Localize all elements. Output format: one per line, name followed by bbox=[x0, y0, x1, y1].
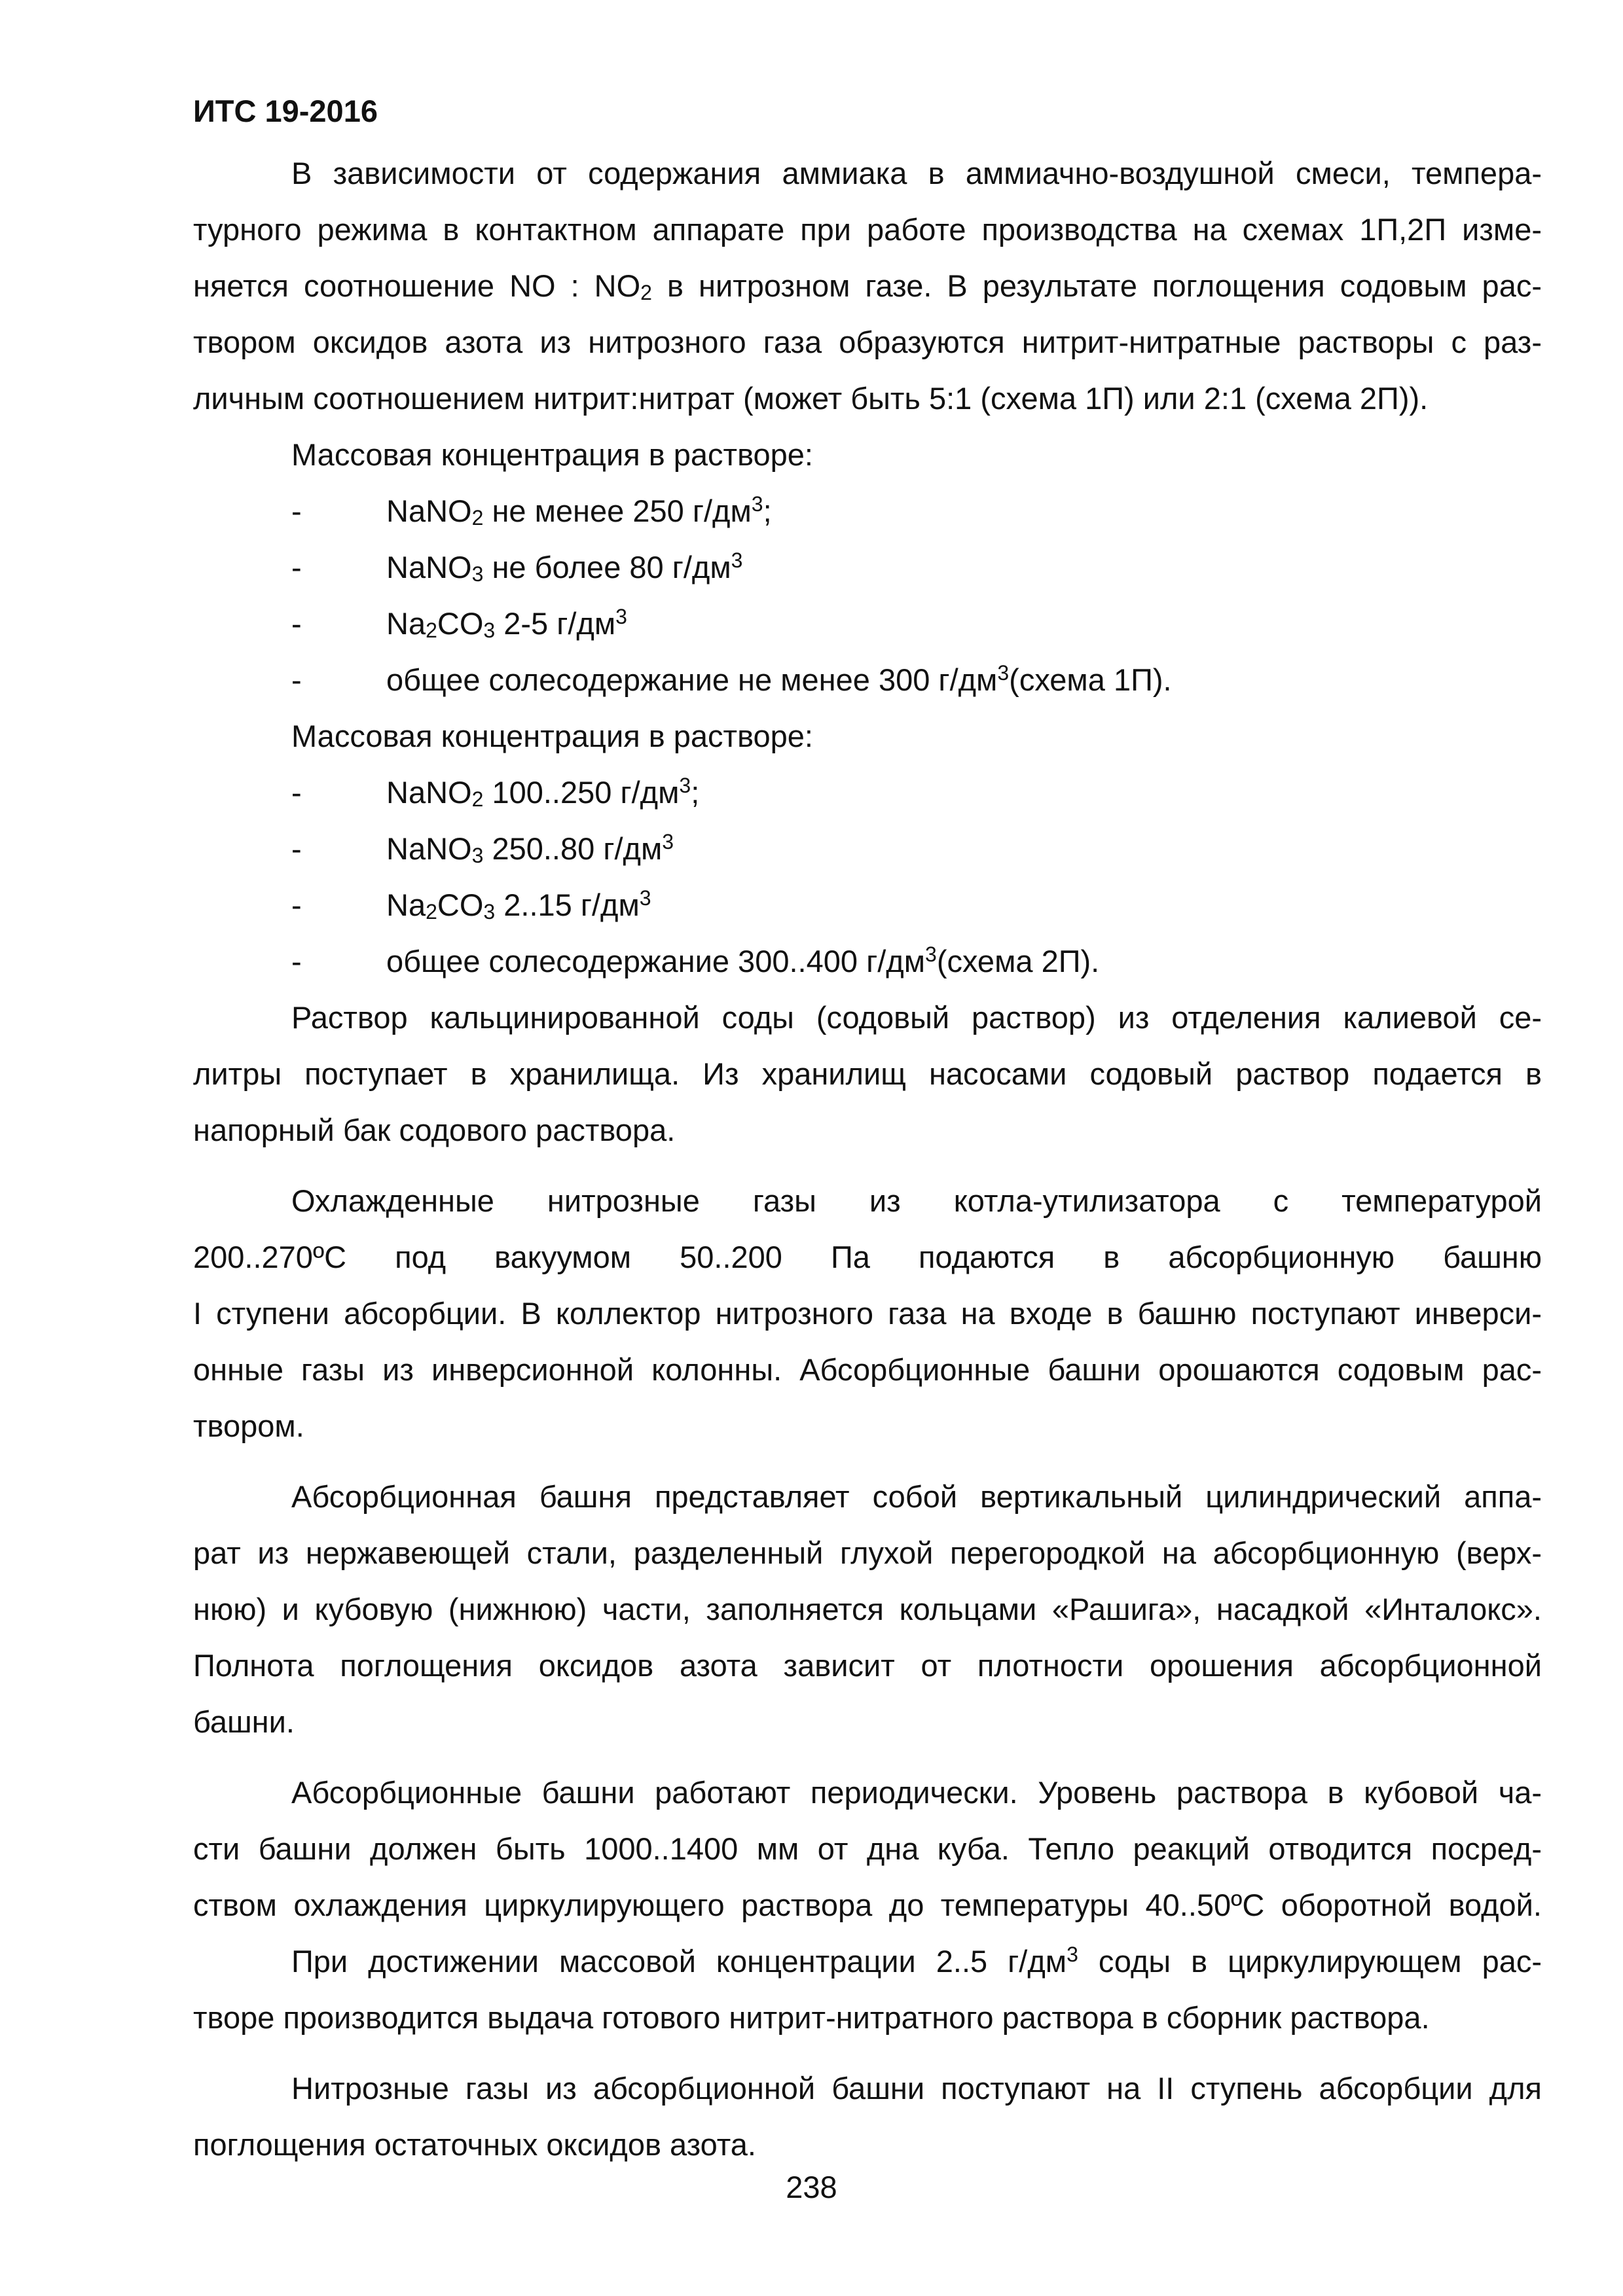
subscript: 3 bbox=[471, 844, 484, 867]
list-dash: - bbox=[291, 775, 302, 810]
superscript: 3 bbox=[997, 661, 1010, 685]
list-item-text bbox=[386, 596, 627, 652]
scheme1-lead: Массовая концентрация в растворе: bbox=[291, 437, 813, 472]
text-fragment: (схема 2П). bbox=[936, 944, 1100, 978]
list-item-text bbox=[386, 483, 772, 539]
text-line: Раствор кальцинированной соды (содовый раствор) из отделения калиевой се- bbox=[291, 1000, 1542, 1035]
list-item bbox=[193, 933, 1542, 990]
text-fragment: общее солесодержание не менее 300 г/дм bbox=[386, 662, 998, 697]
text-line: 200..270ºС под вакуумом 50..200 Па подаются в абсорбционную башню bbox=[193, 1240, 1542, 1274]
text-line: В зависимости от содержания аммиака в аммиачно-воздушной смеси, темпера- bbox=[291, 156, 1542, 190]
list-item-text bbox=[386, 933, 1099, 990]
subscript: 3 bbox=[483, 619, 496, 642]
text-fragment: (схема 1П). bbox=[1009, 662, 1172, 697]
list-item bbox=[193, 483, 1542, 539]
text-fragment: общее солесодержание 300..400 г/дм bbox=[386, 944, 926, 978]
list-item bbox=[193, 877, 1542, 933]
text-line: напорный бак содового раствора. bbox=[193, 1113, 676, 1147]
superscript: 3 bbox=[751, 492, 763, 516]
superscript: 3 bbox=[679, 774, 691, 797]
superscript: 3 bbox=[731, 548, 743, 572]
subscript: 2 bbox=[471, 787, 484, 811]
list-item bbox=[193, 652, 1542, 708]
subscript: 2 bbox=[426, 900, 437, 924]
text-line: ством охлаждения циркулирующего раствора до температуры 40..50ºС оборотной водой. bbox=[193, 1888, 1542, 1922]
subscript: 3 bbox=[483, 900, 496, 924]
text-fragment: CO bbox=[437, 606, 484, 641]
text-line: литры поступает в хранилища. Из хранилищ насосами содовый раствор подается в bbox=[193, 1056, 1542, 1091]
superscript: 3 bbox=[925, 942, 937, 966]
list-dash: - bbox=[291, 493, 302, 528]
list-item-text bbox=[386, 877, 651, 933]
list-item-text bbox=[386, 764, 699, 821]
text-fragment: CO bbox=[437, 888, 484, 922]
text-fragment: NaNO bbox=[386, 775, 472, 810]
list-dash: - bbox=[291, 888, 302, 922]
text-line: турного режима в контактном аппарате при работе производства на схемах 1П,2П изме- bbox=[193, 212, 1542, 247]
list-dash: - bbox=[291, 944, 302, 978]
text-line: твором. bbox=[193, 1408, 304, 1443]
absorption-tower-paragraph bbox=[193, 1469, 1542, 1750]
stage2-paragraph bbox=[193, 2060, 1542, 2173]
subscript: 2 bbox=[640, 281, 652, 304]
scheme2-lead: Массовая концентрация в растворе: bbox=[291, 719, 813, 753]
text-line: личным соотношением нитрит:нитрат (может быть 5:1 (схема 1П) или 2:1 (схема 2П)). bbox=[193, 381, 1429, 416]
list-item-text bbox=[386, 821, 674, 877]
text-fragment: При достижении массовой концентрации 2..5 г/дм bbox=[291, 1944, 1067, 1979]
text-fragment: ; bbox=[763, 493, 772, 528]
superscript: 3 bbox=[662, 830, 674, 853]
scheme2-list bbox=[193, 764, 1542, 990]
text-fragment: соды в циркулирующем рас- bbox=[1078, 1944, 1542, 1979]
text-fragment: NaNO bbox=[386, 493, 472, 528]
list-item bbox=[193, 764, 1542, 821]
superscript: 3 bbox=[639, 886, 651, 910]
periodic-operation-paragraph bbox=[193, 1765, 1542, 1933]
subscript: 2 bbox=[471, 506, 484, 529]
text-fragment: Na bbox=[386, 606, 426, 641]
text-line-with-formula bbox=[193, 1933, 1542, 1990]
text-line: онные газы из инверсионной колонны. Абсорбционные башни орошаются содовым рас- bbox=[193, 1352, 1542, 1387]
list-item bbox=[193, 596, 1542, 652]
text-line: сти башни должен быть 1000..1400 мм от дна куба. Тепло реакций отводится посред- bbox=[193, 1831, 1542, 1866]
text-line: твором оксидов азота из нитрозного газа образуются нитрит-нитратные растворы с раз- bbox=[193, 325, 1542, 359]
text-fragment: няется соотношение NO : NO bbox=[193, 268, 641, 303]
text-line: Нитрозные газы из абсорбционной башни поступают на II ступень абсорбции для bbox=[291, 2071, 1542, 2106]
list-item-text bbox=[386, 539, 742, 596]
text-fragment: 2-5 г/дм bbox=[495, 606, 616, 641]
text-fragment: NaNO bbox=[386, 831, 472, 866]
subscript: 2 bbox=[426, 619, 437, 642]
text-fragment: Na bbox=[386, 888, 426, 922]
list-item bbox=[193, 539, 1542, 596]
soda-paragraph bbox=[193, 990, 1542, 1158]
text-line: I ступени абсорбции. В коллектор нитрозного газа на входе в башню поступают инверси- bbox=[193, 1296, 1542, 1331]
list-dash: - bbox=[291, 606, 302, 641]
text-fragment: не более 80 г/дм bbox=[483, 550, 731, 584]
text-line: башни. bbox=[193, 1704, 295, 1739]
text-fragment: ; bbox=[691, 775, 700, 810]
text-line: поглощения остаточных оксидов азота. bbox=[193, 2127, 756, 2162]
text-fragment: не менее 250 г/дм bbox=[483, 493, 752, 528]
concentration-paragraph bbox=[193, 1933, 1542, 2046]
text-fragment: 100..250 г/дм bbox=[483, 775, 680, 810]
list-dash: - bbox=[291, 831, 302, 866]
text-line: Полнота поглощения оксидов азота зависит от плотности орошения абсорбционной bbox=[193, 1648, 1542, 1683]
list-item-text bbox=[386, 652, 1172, 708]
scheme1-list bbox=[193, 483, 1542, 708]
text-fragment: в нитрозном газе. В результате поглощения содовым рас- bbox=[651, 268, 1542, 303]
text-line: Абсорбционные башни работают периодически. Уровень раствора в кубовой ча- bbox=[291, 1775, 1542, 1810]
text-line: Охлажденные нитрозные газы из котла-утилизатора с температурой bbox=[291, 1183, 1542, 1218]
cooled-gases-paragraph bbox=[193, 1173, 1542, 1454]
page-number: 238 bbox=[786, 2170, 837, 2204]
text-line: нюю) и кубовую (нижнюю) части, заполняется кольцами «Рашига», насадкой «Инталокс». bbox=[193, 1592, 1542, 1626]
body-text bbox=[193, 145, 1542, 2173]
list-dash: - bbox=[291, 550, 302, 584]
text-fragment: 250..80 г/дм bbox=[483, 831, 663, 866]
superscript: 3 bbox=[615, 605, 627, 628]
document-code-header: ИТС 19-2016 bbox=[193, 94, 378, 128]
text-line: творе производится выдача готового нитрит-нитратного раствора в сборник раствора. bbox=[193, 2000, 1430, 2035]
list-item bbox=[193, 821, 1542, 877]
text-line-with-formula bbox=[193, 258, 1542, 314]
superscript: 3 bbox=[1067, 1943, 1078, 1966]
text-fragment: NaNO bbox=[386, 550, 472, 584]
intro-paragraph bbox=[193, 145, 1542, 427]
list-dash: - bbox=[291, 662, 302, 697]
subscript: 3 bbox=[471, 562, 484, 586]
text-line: Абсорбционная башня представляет собой вертикальный цилиндрический аппа- bbox=[291, 1479, 1542, 1514]
text-fragment: 2..15 г/дм bbox=[495, 888, 640, 922]
text-line: рат из нержавеющей стали, разделенный глухой перегородкой на абсорбционную (верх- bbox=[193, 1535, 1542, 1570]
